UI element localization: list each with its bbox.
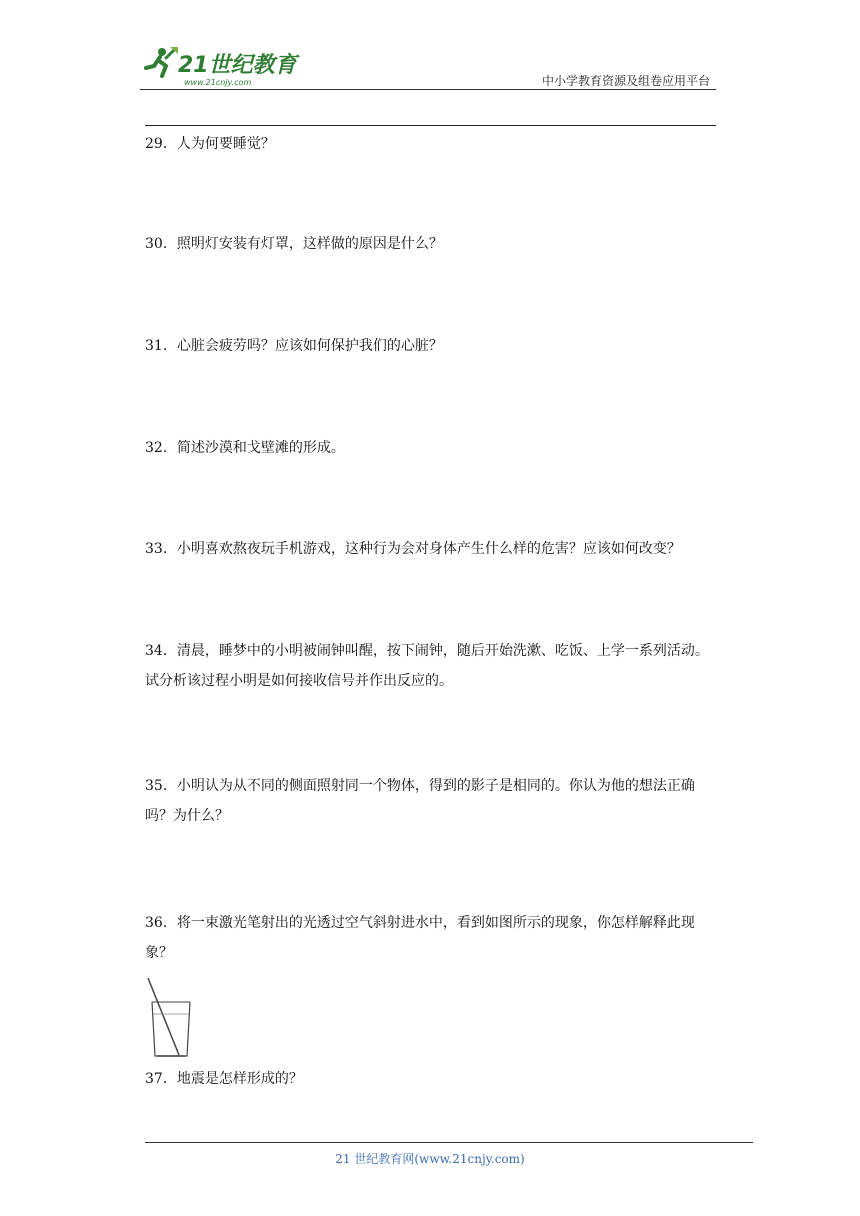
question-29 (145, 129, 717, 159)
question-36 (145, 908, 717, 968)
footer-divider (145, 1142, 753, 1143)
platform-text: 中小学教育资源及组卷应用平台 (541, 74, 710, 88)
page-header (0, 0, 860, 100)
logo-text: 21世纪教育 (178, 53, 297, 78)
footer-text[interactable]: 21 世纪教育网(www.21cnjy.com) (335, 1152, 525, 1166)
top-divider (145, 125, 716, 126)
question-37 (145, 1064, 717, 1094)
question-33 (145, 534, 717, 564)
question-number: 36． (145, 915, 177, 931)
question-number: 31． (145, 338, 177, 354)
question-34 (145, 636, 717, 696)
question-30 (145, 229, 717, 259)
question-32 (145, 433, 717, 463)
question-text: 人为何要睡觉？ (176, 136, 275, 152)
question-text: 照明灯安装有灯罩，这样做的原因是什么？ (176, 236, 443, 252)
question-35 (145, 771, 717, 831)
question-number: 33． (145, 541, 177, 557)
logo-url: www.21cnjy.com (184, 78, 252, 87)
question-number: 32． (145, 440, 177, 456)
question-number: 37． (145, 1071, 177, 1087)
question-text: 清晨，睡梦中的小明被闹钟叫醒，按下闹钟，随后开始洗漱、吃饭、上学一系列活动。试分析该过程小明是如何接收信号并作出反应的。 (145, 643, 709, 689)
runner-logo-icon (140, 44, 180, 84)
question-text: 心脏会疲劳吗？应该如何保护我们的心脏？ (176, 338, 443, 354)
question-number: 34． (145, 643, 177, 659)
question-number: 35． (145, 778, 177, 794)
question-text: 地震是怎样形成的？ (176, 1071, 303, 1087)
logo (140, 40, 320, 92)
question-text: 小明认为从不同的侧面照射同一个物体，得到的影子是相同的。你认为他的想法正确吗？为什么？ (145, 778, 695, 824)
glass-with-straw-diagram (143, 976, 195, 1060)
question-number: 29． (145, 136, 177, 152)
header-divider (140, 89, 716, 90)
question-31 (145, 331, 717, 361)
question-number: 30． (145, 236, 177, 252)
question-text: 将一束激光笔射出的光透过空气斜射进水中，看到如图所示的现象，你怎样解释此现象？ (145, 915, 695, 961)
question-text: 小明喜欢熬夜玩手机游戏，这种行为会对身体产生什么样的危害？应该如何改变？ (176, 541, 681, 557)
question-text: 简述沙漠和戈壁滩的形成。 (176, 440, 345, 456)
